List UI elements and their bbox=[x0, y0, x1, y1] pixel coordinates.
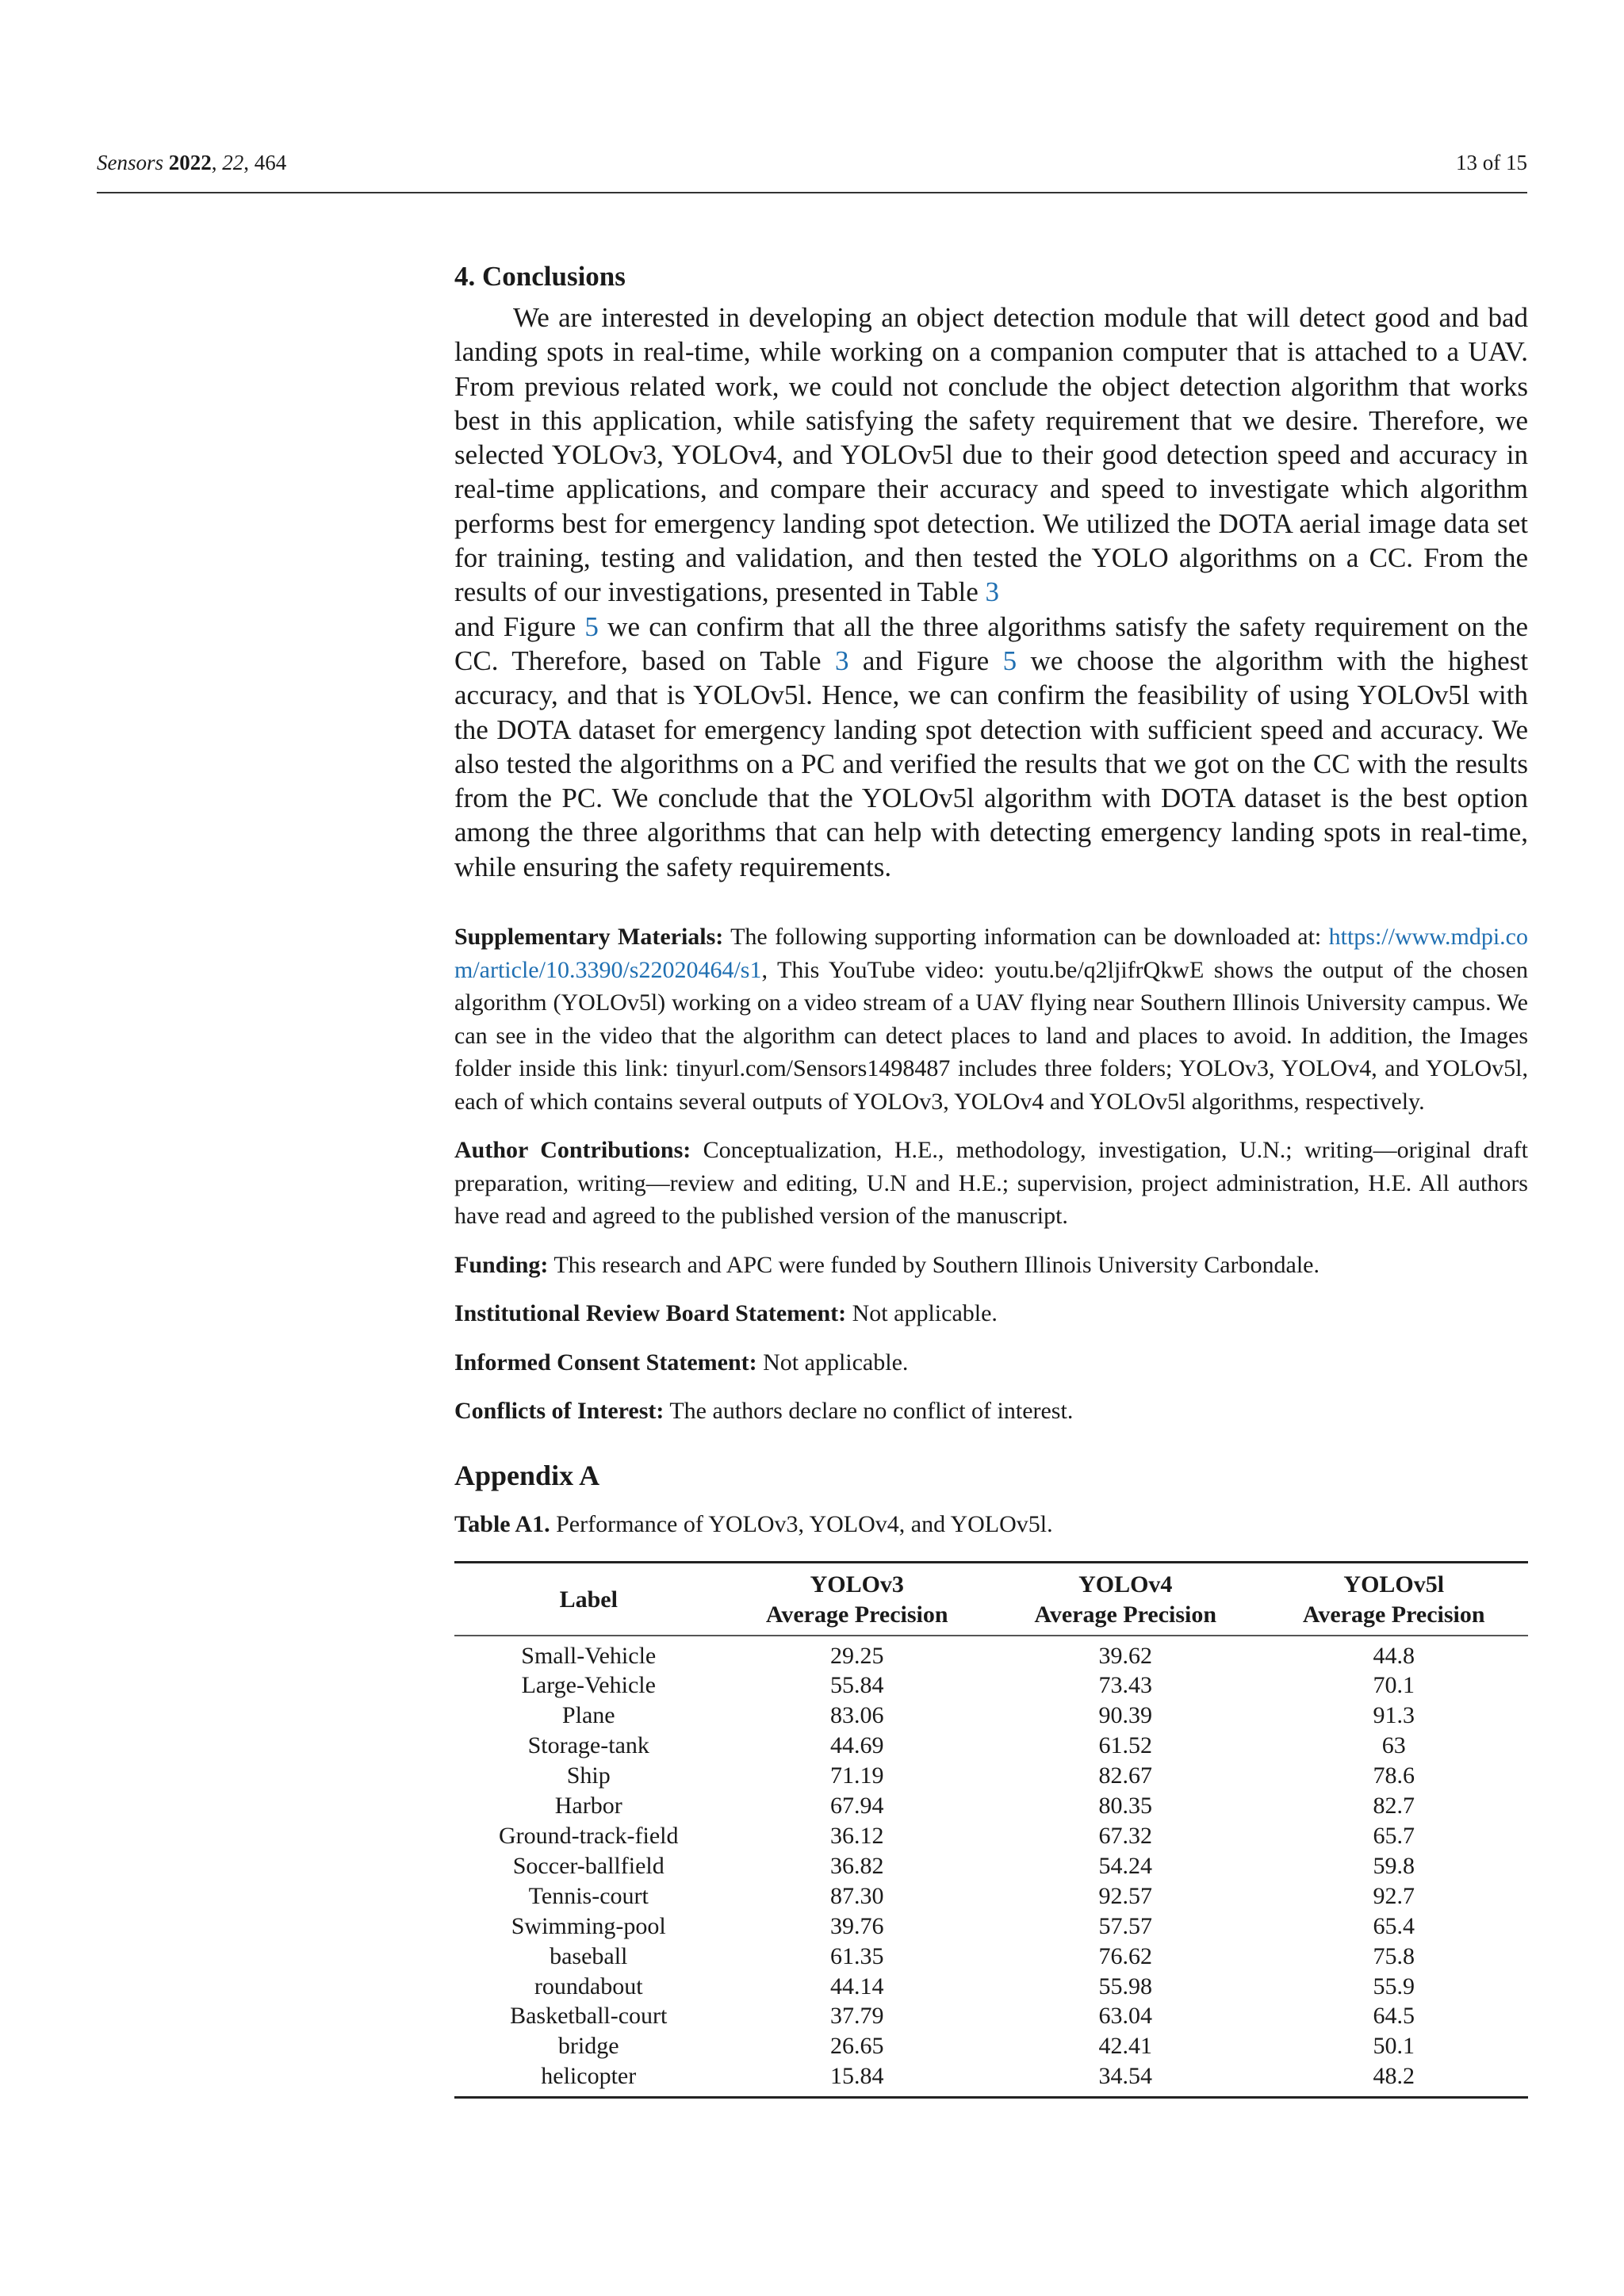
table-cell-yolov3-ap: 44.69 bbox=[830, 1732, 884, 1759]
table-cell-label: Basketball-court bbox=[510, 2003, 668, 2030]
table-cell-yolov5l-ap: 92.7 bbox=[1373, 1882, 1415, 1909]
table-cell-yolov5l-ap: 70.1 bbox=[1373, 1672, 1415, 1699]
journal-volume: 22 bbox=[222, 151, 244, 174]
table-cell-yolov5l-ap: 64.5 bbox=[1373, 2003, 1415, 2030]
page-number: 13 of 15 bbox=[1456, 151, 1527, 174]
table-row bbox=[454, 1701, 1528, 1731]
column-header-yolov3-line2: Average Precision bbox=[765, 1601, 948, 1628]
figure-5-reference-link[interactable]: 5 bbox=[584, 610, 599, 642]
supplementary-intro: The following supporting information can be downloaded at: bbox=[730, 924, 1322, 951]
table-cell-yolov5l-ap: 63 bbox=[1381, 1732, 1406, 1759]
author-contributions-label: Author Contributions: bbox=[454, 1137, 691, 1164]
table-cell-yolov5l-ap: 55.9 bbox=[1373, 1973, 1415, 1999]
funding-statement bbox=[454, 1249, 1528, 1282]
table-cell-yolov3-ap: 55.84 bbox=[830, 1672, 884, 1699]
table-cell-label: bridge bbox=[557, 2033, 619, 2060]
table-cell-yolov5l-ap: 78.6 bbox=[1373, 1762, 1415, 1789]
table-cell-yolov4-ap: 39.62 bbox=[1098, 1642, 1152, 1669]
table-cell-yolov4-ap: 42.41 bbox=[1098, 2033, 1152, 2060]
table-row bbox=[454, 1821, 1528, 1851]
table-cell-yolov5l-ap: 65.7 bbox=[1373, 1822, 1415, 1849]
table-row bbox=[454, 1942, 1528, 1972]
author-contributions-text: Conceptualization, H.E., methodology, investigation, U.N.; writing—original draft preparation, writing—review and editing, U.N and H.E.; supervision, project administration, H.E. All authors have read and agreed to the published version of the manuscript. bbox=[454, 1137, 1529, 1230]
supplementary-text: , This YouTube video: youtu.be/q2ljifrQkwE shows the output of the chosen algorithm (YOLOv5l) working on a video stream of a UAV flying near Southern Illinois University campus. We can see in the video that the algorithm can detect places to land and places to avoid. In addition, the Images folder inside this link: tinyurl.com/Sensors1498487 includes three folders; YOLOv3, YOLOv4, and YOLOv5l, each of which contains several outputs of YOLOv3, YOLOv4 and YOLOv5l algorithms, respectively. bbox=[454, 956, 1528, 1115]
table-cell-label: Large-Vehicle bbox=[521, 1672, 656, 1699]
table-cell-yolov4-ap: 92.57 bbox=[1098, 1882, 1152, 1909]
table-cell-yolov4-ap: 76.62 bbox=[1098, 1942, 1152, 1969]
table-body bbox=[454, 1636, 1528, 2098]
performance-table bbox=[454, 1561, 1528, 2099]
table-cell-label: Swimming-pool bbox=[511, 1912, 666, 1939]
table-cell-label: helicopter bbox=[541, 2063, 637, 2090]
table-cell-yolov4-ap: 63.04 bbox=[1098, 2003, 1152, 2030]
conclusions-paragraph bbox=[454, 300, 1528, 884]
conflicts-text: The authors declare no conflict of interest. bbox=[669, 1398, 1074, 1425]
table-cell-yolov4-ap: 90.39 bbox=[1098, 1702, 1152, 1729]
table-cell-label: Ship bbox=[566, 1762, 611, 1789]
table-row bbox=[454, 1972, 1528, 2002]
supplementary-materials bbox=[454, 920, 1528, 1118]
consent-statement bbox=[454, 1346, 1528, 1380]
table-cell-yolov4-ap: 67.32 bbox=[1098, 1822, 1152, 1849]
table-cell-yolov5l-ap: 75.8 bbox=[1373, 1942, 1415, 1969]
table-caption-label: Table A1. bbox=[454, 1510, 550, 1537]
consent-text: Not applicable. bbox=[763, 1349, 909, 1376]
table-cell-yolov5l-ap: 59.8 bbox=[1373, 1852, 1415, 1879]
table-row bbox=[454, 1761, 1528, 1791]
conclusions-text-1: We are interested in developing an object detection module that will detect good and bad landing spots in real-time, while working on a companion computer that is attached to a UAV. From previous related work, we could not conclude the object detection algorithm that works best in this application, while satisfying the safety requirement that we desire. Therefore, we selected YOLOv3, YOLOv4, and YOLOv5l due to their good detection speed and accuracy in real-time applications, and compare their accuracy and speed to investigate which algorithm performs best for emergency landing spot detection. We utilized the DOTA aerial image data set for training, testing and validation, and then tested the YOLO algorithms on a CC. From the results of our investigations, presented in Table bbox=[454, 302, 1528, 608]
conclusions-text-2: and Figure bbox=[454, 610, 576, 642]
column-header-yolov4-line2: Average Precision bbox=[1034, 1601, 1217, 1628]
page-content bbox=[454, 258, 1528, 2099]
table-cell-yolov4-ap: 82.67 bbox=[1098, 1762, 1152, 1789]
table-cell-label: Soccer-ballfield bbox=[512, 1852, 665, 1879]
table-cell-yolov3-ap: 44.14 bbox=[830, 1973, 884, 1999]
column-header-label bbox=[454, 1562, 723, 1636]
table-cell-label: Tennis-court bbox=[528, 1882, 649, 1909]
conclusions-text-5: we choose the algorithm with the highest accuracy, and that is YOLOv5l. Hence, we can confirm the feasibility of using YOLOv5l with the DOTA dataset for emergency landing spot detection with sufficient speed and accuracy. We also tested the algorithms on a PC and verified the results that we got on the CC with the results from the PC. We conclude that the YOLOv5l algorithm with DOTA dataset is the best option among the three algorithms that can help with detecting emergency landing spots in real-time, while ensuring the safety requirements. bbox=[454, 645, 1529, 882]
section-heading-conclusions: 4. Conclusions bbox=[454, 261, 626, 292]
column-header-yolov3-line1: YOLOv3 bbox=[810, 1571, 904, 1598]
journal-name: Sensors bbox=[97, 151, 164, 174]
author-contributions bbox=[454, 1134, 1528, 1233]
supplementary-link[interactable]: https://www.mdpi.com/article/10.3390/s22020464/s1 bbox=[454, 924, 1528, 983]
journal-year: 2022 bbox=[168, 151, 212, 174]
column-header-yolov5l-line1: YOLOv5l bbox=[1343, 1571, 1445, 1598]
table-cell-yolov3-ap: 39.76 bbox=[830, 1912, 884, 1939]
table-3-reference-link-2[interactable]: 3 bbox=[834, 645, 849, 676]
column-header-label-text: Label bbox=[559, 1586, 618, 1613]
conclusions-text-3: we can confirm that all the three algorithms satisfy the safety requirement on the CC. Therefore, based on Table bbox=[454, 610, 1529, 676]
table-cell-yolov3-ap: 26.65 bbox=[830, 2033, 884, 2060]
column-header-yolov4-line1: YOLOv4 bbox=[1078, 1571, 1173, 1598]
back-matter bbox=[454, 920, 1528, 1428]
irb-label: Institutional Review Board Statement: bbox=[454, 1300, 847, 1327]
conflicts-label: Conflicts of Interest: bbox=[454, 1398, 665, 1425]
table-cell-yolov4-ap: 73.43 bbox=[1098, 1672, 1152, 1699]
table-row bbox=[454, 1881, 1528, 1911]
table-cell-yolov3-ap: 29.25 bbox=[830, 1642, 884, 1669]
table-cell-label: Plane bbox=[561, 1702, 615, 1729]
conflicts-statement bbox=[454, 1395, 1528, 1428]
journal-citation: Sensors 2022, 22, 464 bbox=[97, 151, 287, 174]
table-cell-yolov4-ap: 61.52 bbox=[1098, 1732, 1152, 1759]
table-cell-yolov3-ap: 37.79 bbox=[830, 2003, 884, 2030]
table-row bbox=[454, 2031, 1528, 2061]
column-header-yolov4 bbox=[991, 1562, 1260, 1636]
table-cell-yolov3-ap: 67.94 bbox=[830, 1793, 884, 1820]
consent-label: Informed Consent Statement: bbox=[454, 1349, 757, 1376]
table-cell-yolov3-ap: 87.30 bbox=[830, 1882, 884, 1909]
table-row bbox=[454, 1731, 1528, 1761]
table-cell-yolov4-ap: 54.24 bbox=[1098, 1852, 1152, 1879]
table-cell-yolov3-ap: 15.84 bbox=[830, 2063, 884, 2090]
column-header-yolov3 bbox=[723, 1562, 992, 1636]
table-caption bbox=[454, 1509, 1528, 1540]
table-cell-yolov4-ap: 57.57 bbox=[1098, 1912, 1152, 1939]
table-cell-yolov3-ap: 71.19 bbox=[830, 1762, 884, 1789]
funding-label: Funding: bbox=[454, 1251, 549, 1278]
table-cell-yolov5l-ap: 65.4 bbox=[1373, 1912, 1415, 1939]
table-row bbox=[454, 2061, 1528, 2097]
table-cell-yolov5l-ap: 91.3 bbox=[1373, 1702, 1415, 1729]
running-header bbox=[97, 151, 1527, 193]
funding-text: This research and APC were funded by Southern Illinois University Carbondale. bbox=[553, 1251, 1320, 1278]
table-cell-yolov3-ap: 36.12 bbox=[830, 1822, 884, 1849]
table-cell-label: roundabout bbox=[534, 1973, 643, 1999]
table-cell-yolov5l-ap: 50.1 bbox=[1373, 2033, 1415, 2060]
table-cell-label: Harbor bbox=[554, 1793, 622, 1820]
table-row bbox=[454, 1791, 1528, 1821]
conclusions-text-4: and Figure bbox=[862, 645, 990, 676]
table-3-reference-link[interactable]: 3 bbox=[985, 576, 1000, 608]
table-cell-yolov3-ap: 36.82 bbox=[830, 1852, 884, 1879]
table-cell-label: Ground-track-field bbox=[498, 1822, 679, 1849]
table-cell-yolov5l-ap: 44.8 bbox=[1373, 1642, 1415, 1669]
table-cell-label: baseball bbox=[550, 1942, 628, 1969]
irb-text: Not applicable. bbox=[852, 1300, 998, 1327]
table-cell-yolov5l-ap: 82.7 bbox=[1373, 1793, 1415, 1820]
supplementary-label: Supplementary Materials: bbox=[454, 924, 724, 951]
table-cell-yolov5l-ap: 48.2 bbox=[1373, 2063, 1415, 2090]
table-cell-yolov3-ap: 83.06 bbox=[830, 1702, 884, 1729]
column-header-yolov5l-line2: Average Precision bbox=[1302, 1601, 1485, 1628]
table-row bbox=[454, 1851, 1528, 1881]
table-row bbox=[454, 1670, 1528, 1701]
irb-statement bbox=[454, 1297, 1528, 1330]
table-row bbox=[454, 2001, 1528, 2031]
table-cell-yolov4-ap: 55.98 bbox=[1098, 1973, 1152, 1999]
article-number: 464 bbox=[254, 151, 287, 174]
column-header-yolov5l bbox=[1260, 1562, 1529, 1636]
table-caption-text: Performance of YOLOv3, YOLOv4, and YOLOv5l. bbox=[556, 1510, 1053, 1537]
table-row bbox=[454, 1911, 1528, 1942]
figure-5-reference-link-2[interactable]: 5 bbox=[1002, 645, 1017, 676]
table-cell-yolov3-ap: 61.35 bbox=[830, 1942, 884, 1969]
table-cell-yolov4-ap: 80.35 bbox=[1098, 1793, 1152, 1820]
appendix-heading: Appendix A bbox=[454, 1459, 600, 1491]
table-cell-label: Small-Vehicle bbox=[521, 1642, 657, 1669]
table-header-row bbox=[454, 1562, 1528, 1636]
table-row bbox=[454, 1636, 1528, 1671]
table-cell-label: Storage-tank bbox=[527, 1732, 649, 1759]
table-cell-yolov4-ap: 34.54 bbox=[1098, 2063, 1152, 2090]
